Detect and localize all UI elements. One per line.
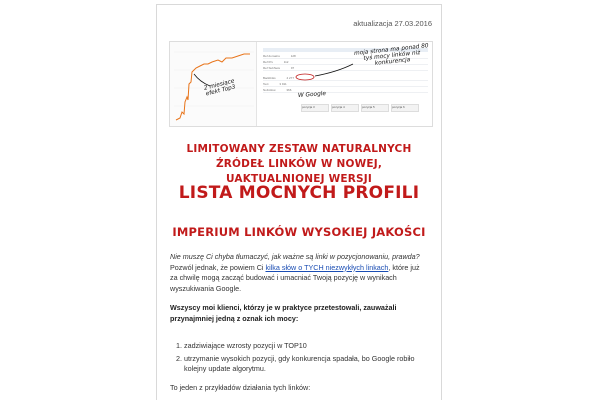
effects-list — [170, 341, 429, 377]
intro-text: , które już za chwilę mogą zacząć budować i umacniać Twoją pozycję w wynikach wyszukiwania Google. — [170, 262, 420, 293]
intro-question: Nie muszę Ci chyba tłumaczyć, jak ważne są linki w pozycjonowaniu, prawda? — [170, 252, 420, 261]
stat-label: Ref IPs — [263, 60, 273, 64]
document-page — [156, 4, 442, 400]
headline-main: LISTA MOCNYCH PROFILI — [178, 183, 420, 203]
stat-value: 97 — [290, 66, 295, 70]
list-item: 2. utrzymanie wysokich pozycji, gdy konkurencja spadała, bo Google robiło kolejny update algorytmu. — [184, 354, 429, 375]
stat-label: Ref domains — [263, 54, 280, 58]
position-tabs — [301, 104, 428, 110]
stats-screenshot — [169, 41, 433, 127]
update-date: aktualizacja 27.03.2016 — [353, 19, 432, 28]
article-link[interactable]: kilka słów o TYCH niezwykłych linkach — [265, 262, 389, 272]
example-text: To jeden z przykładów działania tych linków: — [170, 383, 311, 392]
stat-value: 112 — [283, 60, 289, 64]
intro-paragraph — [170, 252, 429, 294]
stat-label: NoFollow — [263, 88, 276, 92]
position-tab: pozycja 5 — [361, 104, 389, 112]
arrow-stroke — [315, 64, 353, 76]
stat-label: Text — [263, 82, 269, 86]
list-item: 1. zadziwiające wzrosty pozycji w TOP10 — [184, 341, 429, 352]
stat-value: 366 — [286, 88, 292, 92]
stat-value: 3 911 — [279, 82, 287, 86]
clients-statement: Wszyscy moi klienci, którzy je w praktyce przetestowali, zauważali przynajmniej jedną z oznak ich mocy: — [170, 303, 397, 323]
headline-limited: LIMITOWANY ZESTAW NATURALNYCH ŹRÓDEŁ LINKÓW W NOWEJ, UAKTUALNIONEJ WERSJI — [186, 143, 412, 185]
handwritten-note: W Google — [297, 91, 327, 99]
stat-value: 128 — [290, 54, 296, 58]
position-tab: pozycja 4 — [331, 104, 359, 112]
handwritten-note: 2 miesiące efekt Top3 — [203, 78, 237, 98]
stat-label: Ref SubNets — [263, 66, 281, 70]
position-tab: pozycja 6 — [391, 104, 419, 112]
intro-text: Pozwól jednak, że powiem Ci — [170, 262, 266, 272]
position-tab: pozycja 3 — [301, 104, 329, 112]
handwritten-note: moja strona ma ponad 80 tyś mocy linków niż konkurencja — [353, 43, 429, 67]
highlight-circle — [296, 74, 314, 80]
headline-sub: IMPERIUM LINKÓW WYSOKIEJ JAKOŚCI — [172, 225, 426, 239]
stat-value: 4 277 — [286, 76, 295, 80]
stat-label: Backlinks — [263, 76, 276, 80]
